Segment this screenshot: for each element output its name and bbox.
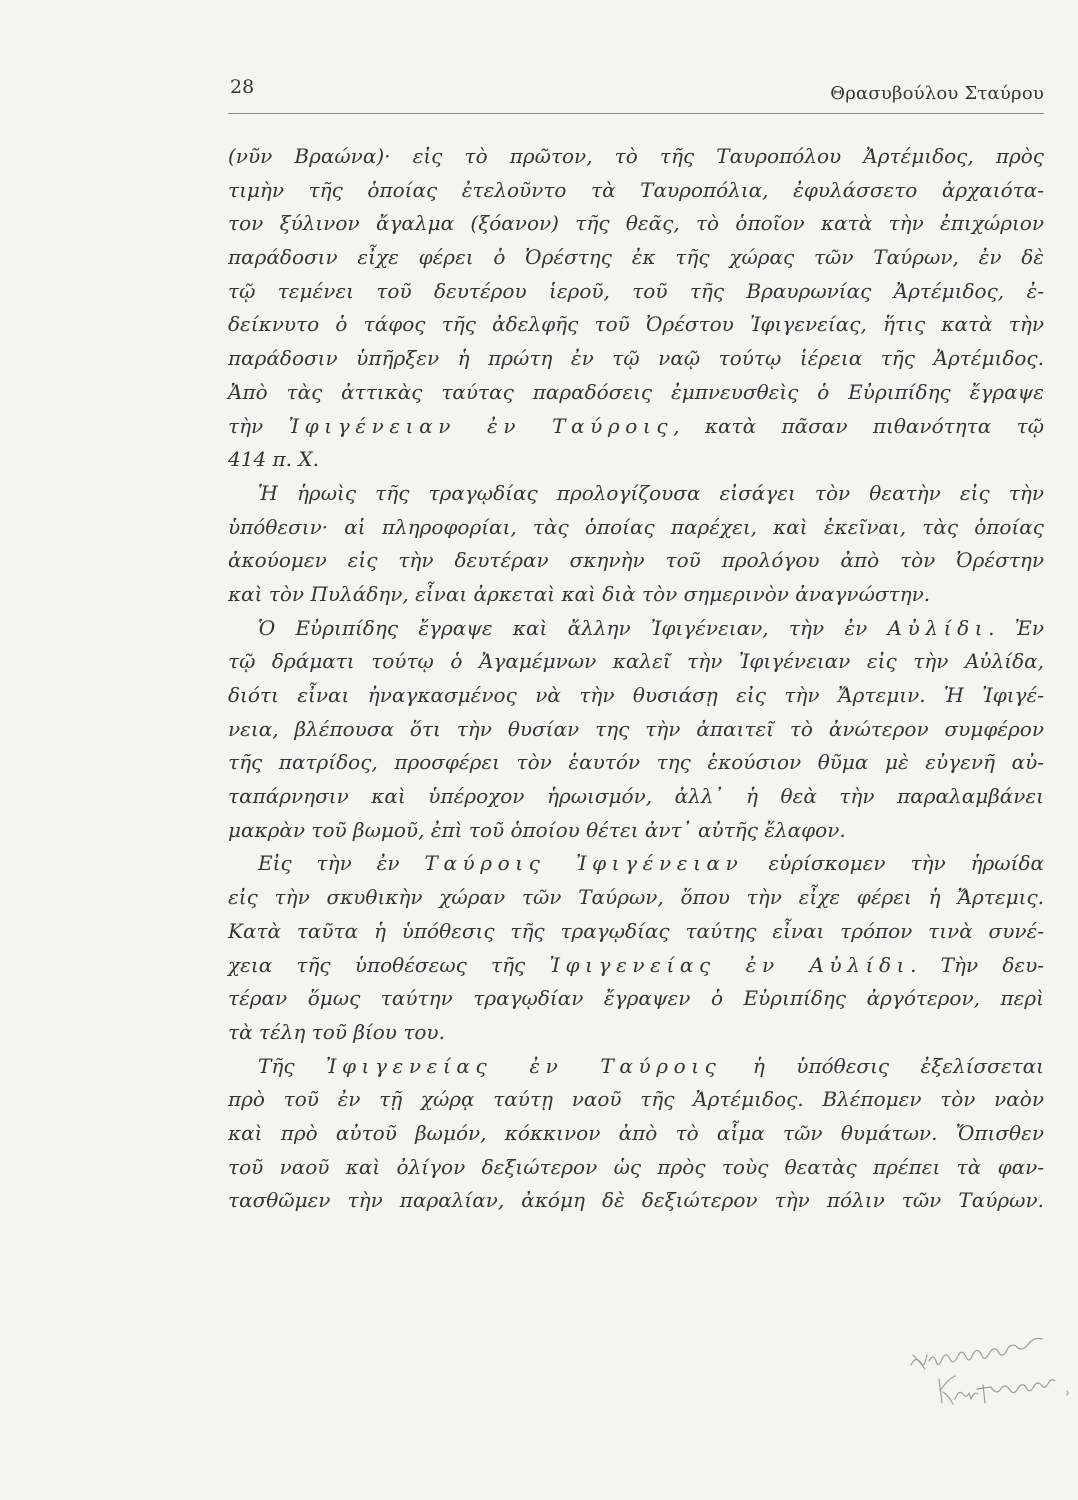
text-segment: εὑρίσκομεν τὴν ἡρωίδα — [743, 851, 1045, 876]
header-rule — [228, 113, 1044, 114]
text-line: εἰς τὴν σκυθικὴν χώραν τῶν Ταύρων, ὅπου τὴν εἶχε φέρει ἡ Ἄρτεμις. — [228, 885, 1044, 910]
letterspaced-title: Ἰφιγενείας ἐν Αὐλίδι — [549, 952, 911, 977]
text-segment: χεια τῆς ὑποθέσεως τῆς — [228, 952, 550, 977]
text-line — [228, 612, 1044, 646]
running-title: Θρασυβούλου Σταύρου — [830, 83, 1044, 104]
text-segment: . Τὴν δευ- — [910, 952, 1045, 977]
text-line: τῷ τεμένει τοῦ δευτέρου ἱεροῦ, τοῦ τῆς Βραυρωνίας Ἀρτέμιδος, ἐ- — [228, 278, 1044, 303]
text-segment: Τῆς — [258, 1053, 326, 1078]
text-line: τον ξύλινον ἄγαλμα (ξόανον) τῆς θεᾶς, τὸ ὁποῖον κατὰ τὴν ἐπιχώριον — [228, 211, 1044, 236]
text-line: ὑπόθεσιν· αἱ πληροφορίαι, τὰς ὁποίας παρέχει, καὶ ἐκεῖναι, τὰς ὁποίας — [228, 514, 1044, 539]
paragraph — [228, 1050, 1044, 1218]
letterspaced-title: Ἰφιγενείας ἐν Ταύροις — [325, 1053, 722, 1078]
paragraph — [228, 477, 1044, 612]
paragraph — [228, 612, 1044, 848]
text-line: τὰ τέλη τοῦ βίου του. — [228, 1019, 445, 1044]
text-line: τιμὴν τῆς ὁποίας ἐτελοῦντο τὰ Ταυροπόλια, ἐφυλάσσετο ἀρχαιότα- — [228, 177, 1044, 202]
text-line: Ἀπὸ τὰς ἀττικὰς ταύτας παραδόσεις ἐμπνευσθεὶς ὁ Εὐριπίδης ἔγραψε — [228, 379, 1044, 404]
text-line: νεια, βλέπουσα ὅτι τὴν θυσίαν της τὴν ἀπαιτεῖ τὸ ἀνώτερον συμφέρον — [228, 716, 1044, 741]
text-line: Κατὰ ταῦτα ἡ ὑπόθεσις τῆς τραγῳδίας ταύτης εἶναι τρόπον τινὰ συνέ- — [228, 918, 1044, 943]
text-line: (νῦν Βραώνα)· εἰς τὸ πρῶτον, τὸ τῆς Ταυροπόλου Ἀρτέμιδος, πρὸς — [228, 144, 1044, 168]
text-line: ἀκούομεν εἰς τὴν δευτέραν σκηνὴν τοῦ προλόγου ἀπὸ τὸν Ὀρέστην — [228, 548, 1044, 573]
text-line: τασθῶμεν τὴν παραλίαν, ἀκόμη δὲ δεξιώτερον τὴν πόλιν τῶν Ταύρων. — [228, 1188, 1044, 1213]
page-number: 28 — [230, 76, 255, 98]
text-line — [228, 410, 1044, 444]
text-line: Ἡ ἡρωὶς τῆς τραγῳδίας προλογίζουσα εἰσάγει τὸν θεατὴν εἰς τὴν — [258, 480, 1044, 505]
paragraph — [228, 847, 1044, 1049]
text-segment: . Ἐν — [988, 615, 1045, 640]
text-line: παράδοσιν ὑπῆρξεν ἡ πρώτη ἐν τῷ ναῷ τούτῳ ἱέρεια τῆς Ἀρτέμιδος. — [228, 346, 1044, 371]
text-line: παράδοσιν εἶχε φέρει ὁ Ὀρέστης ἐκ τῆς χώρας τῶν Ταύρων, ἐν δὲ — [228, 245, 1044, 270]
text-line: τοῦ ναοῦ καὶ ὀλίγον δεξιώτερον ὡς πρὸς τοὺς θεατὰς πρέπει τὰ φαν- — [228, 1154, 1044, 1179]
text-line: δείκνυτο ὁ τάφος τῆς ἀδελφῆς τοῦ Ὀρέστου Ἰφιγενείας, ἥτις κατὰ τὴν — [228, 312, 1044, 337]
letterspaced-title: Ἰφιγένειαν ἐν Ταύροις — [288, 413, 674, 438]
text-line — [228, 847, 1044, 881]
text-line: τέραν ὅμως ταύτην τραγῳδίαν ἔγραψεν ὁ Εὐριπίδης ἀργότερον, περὶ — [228, 986, 1044, 1011]
text-segment: ἡ ὑπόθεσις ἐξελίσσεται — [721, 1053, 1044, 1078]
text-line — [228, 1050, 1044, 1084]
text-segment: τὴν — [228, 413, 289, 438]
text-line — [228, 949, 1044, 983]
body-text — [228, 140, 1044, 1218]
text-segment: Εἰς τὴν ἐν — [258, 851, 425, 876]
text-line: καὶ πρὸ αὐτοῦ βωμόν, κόκκινον ἀπὸ τὸ αἷμα τῶν θυμάτων. Ὄπισθεν — [228, 1120, 1044, 1145]
text-line: ταπάρνησιν καὶ ὑπέροχον ἡρωισμόν, ἀλλ᾽ ἡ θεὰ τὴν παραλαμβάνει — [228, 784, 1044, 809]
text-segment: , κατὰ πᾶσαν πιθανότητα τῷ — [673, 413, 1045, 438]
text-line: μακρὰν τοῦ βωμοῦ, ἐπὶ τοῦ ὁποίου θέτει ἀντ᾽ αὐτῆς ἔλαφον. — [228, 817, 846, 842]
paragraph — [228, 140, 1044, 477]
handwritten-annotation — [905, 1335, 1073, 1417]
text-line: διότι εἶναι ἠναγκασμένος νὰ τὴν θυσιάσῃ εἰς τὴν Ἄρτεμιν. Ἡ Ἰφιγέ- — [228, 683, 1044, 707]
text-line: τῷ δράματι τούτῳ ὁ Ἀγαμέμνων καλεῖ τὴν Ἰφιγένειαν εἰς τὴν Αὐλίδα, — [228, 649, 1044, 674]
text-line: τῆς πατρίδος, προσφέρει τὸν ἑαυτόν της ἑκούσιον θῦμα μὲ εὐγενῆ αὐ- — [228, 750, 1044, 775]
text-line: καὶ τὸν Πυλάδην, εἶναι ἀρκεταὶ καὶ διὰ τὸν σημερινὸν ἀναγνώστην. — [228, 581, 931, 606]
letterspaced-title: Ταύροις Ἰφιγένειαν — [424, 851, 744, 876]
text-line: 414 π. Χ. — [228, 447, 319, 472]
text-line: πρὸ τοῦ ἐν τῇ χώρᾳ ταύτῃ ναοῦ τῆς Ἀρτέμιδος. Βλέπομεν τὸν ναὸν — [228, 1087, 1044, 1112]
text-segment: Ὁ Εὐριπίδης ἔγραψε καὶ ἄλλην Ἰφιγένειαν, τὴν ἐν — [258, 615, 888, 640]
letterspaced-title: Αὐλίδι — [887, 615, 989, 640]
